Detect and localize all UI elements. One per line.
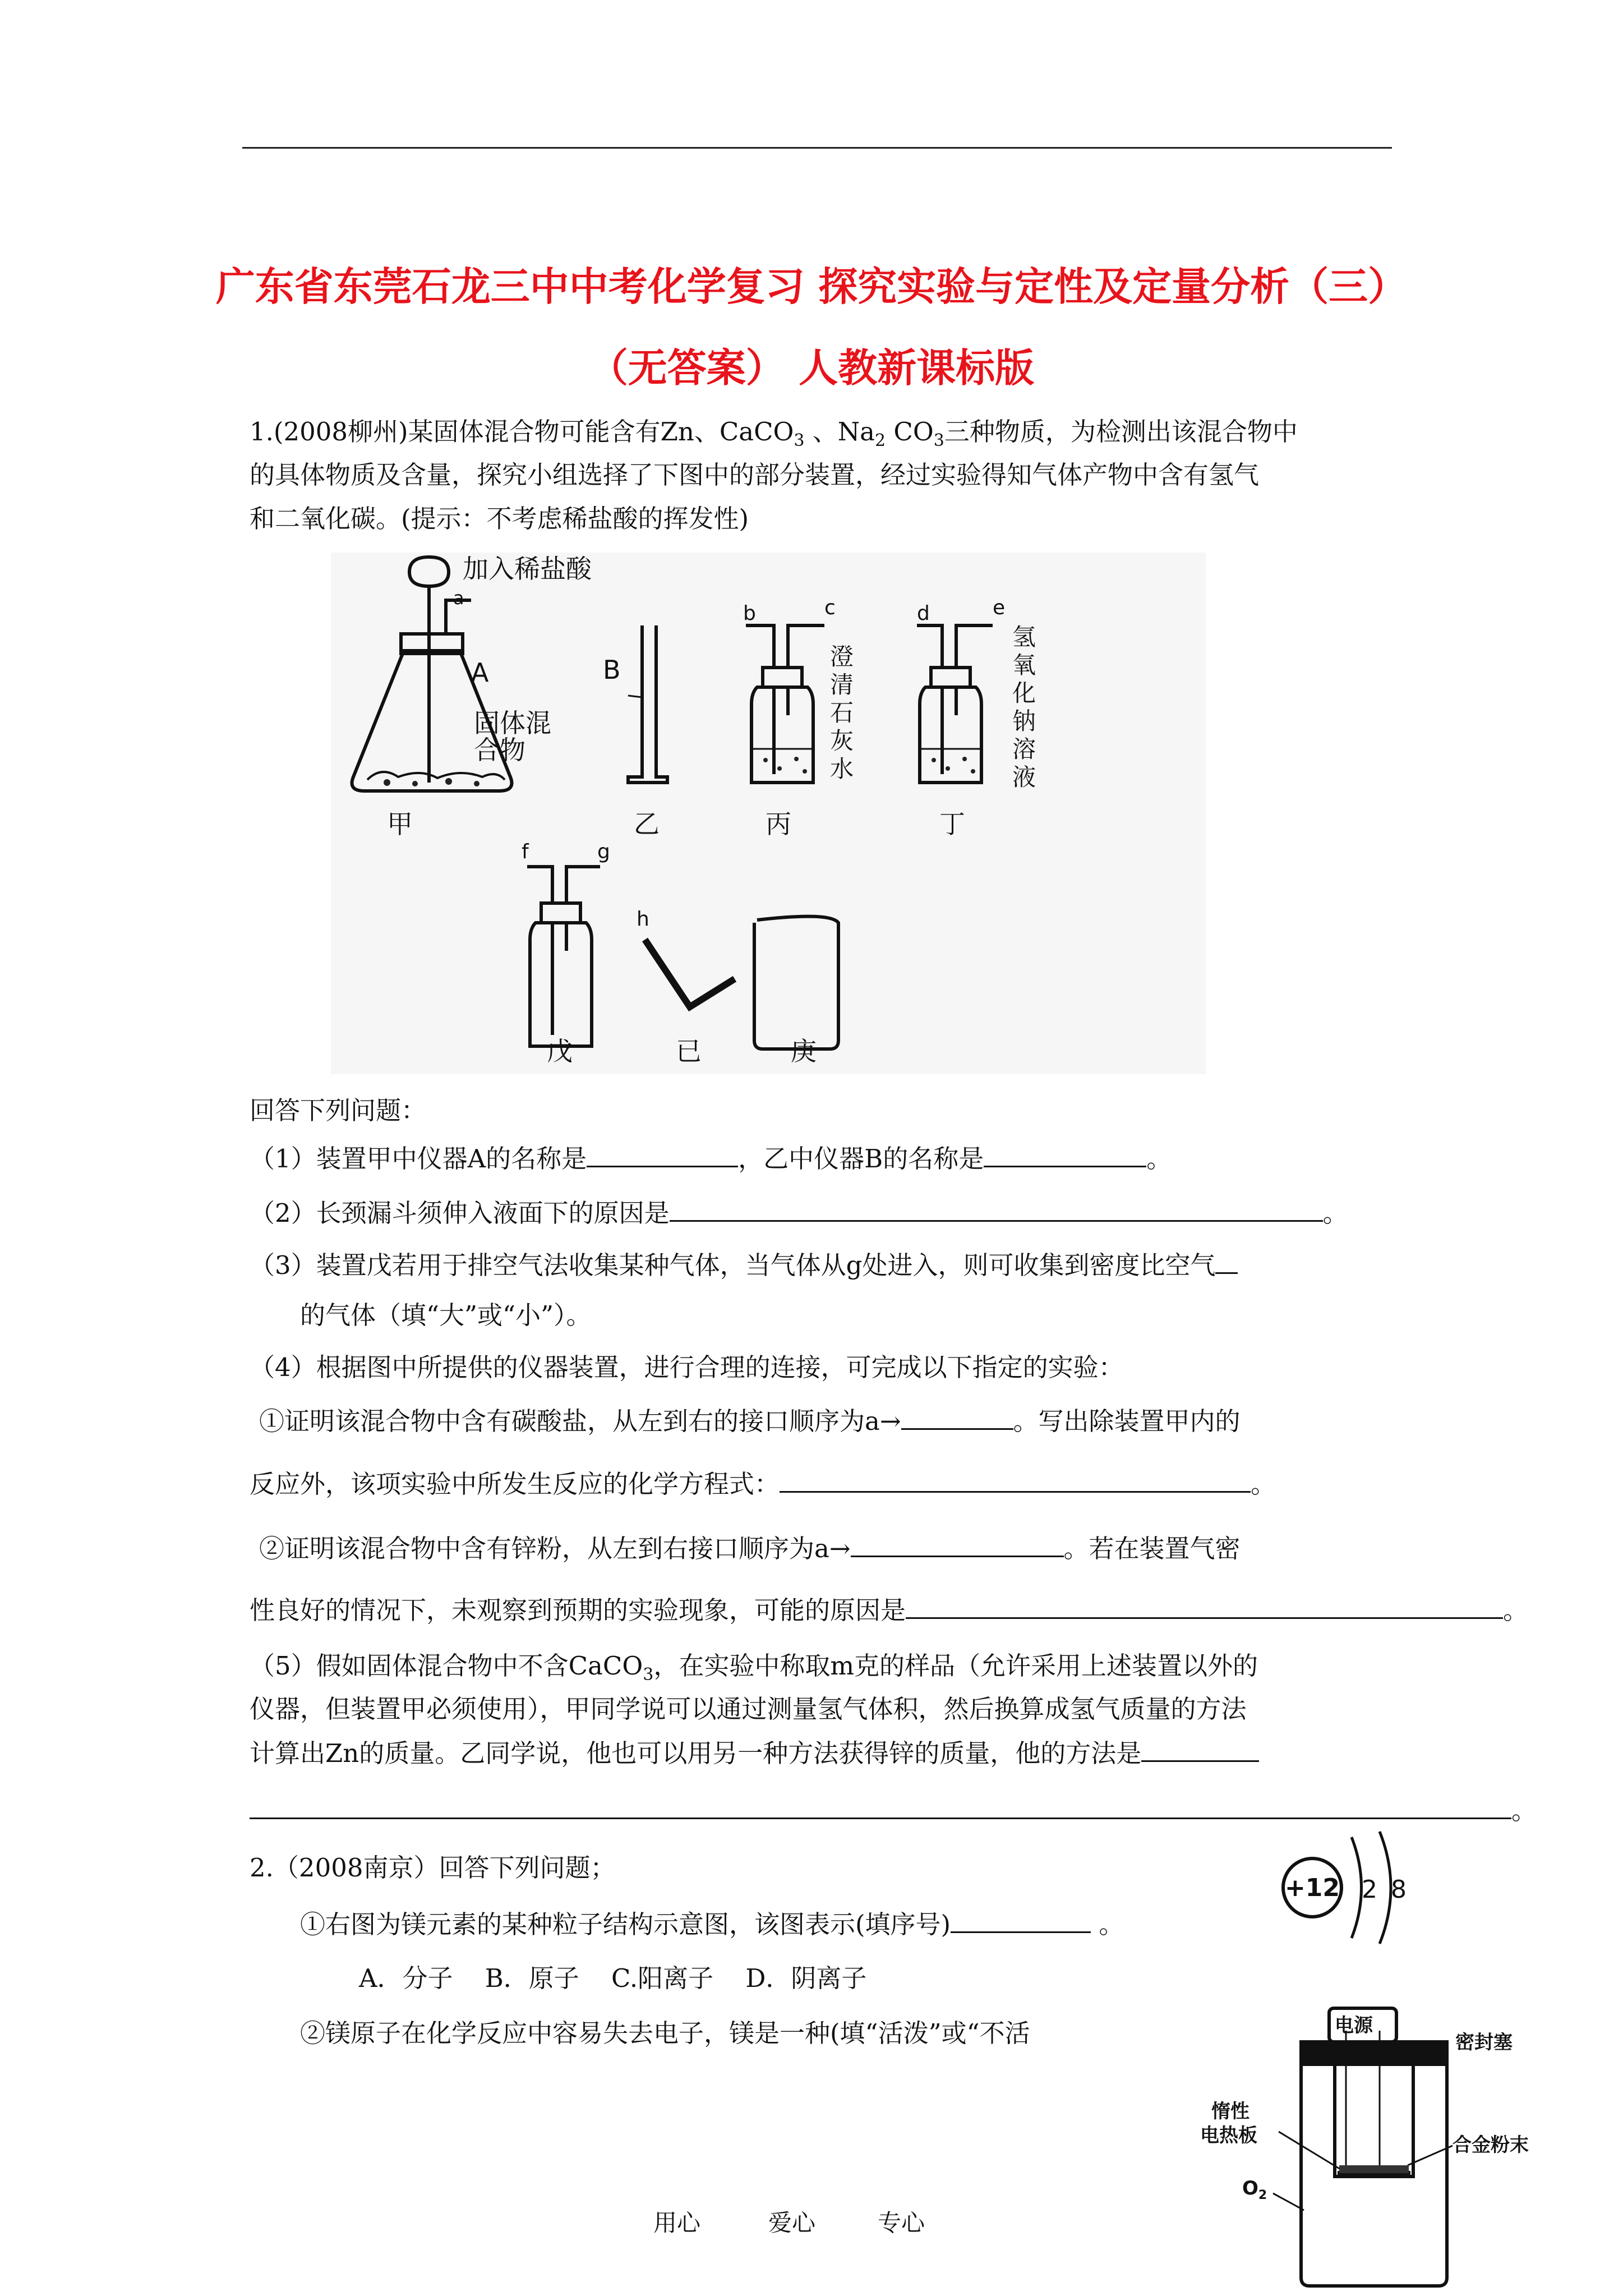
label-limewater [830,643,854,783]
q1-sub4: （4）根据图中所提供的仪器装置，进行合理的连接，可完成以下指定的实验： [250,1352,1124,1382]
label-yi: 乙 [634,809,660,839]
q1-sub5-line3: 计算出Zn的质量。乙同学说，他也可以用另一种方法获得锌的质量，他的方法是 [250,1733,1259,1773]
svg-text:钠: 钠 [1012,707,1036,735]
doc-title-line2: （无答案） 人教新课标版 [588,344,1035,391]
q1-intro-line1: 1.(2008柳州)某固体混合物可能含有Zn、CaCO$_3$ 、$Na_2$ $CO_3$三种物质，为检测出该混合物中 [250,417,1298,450]
label-d: d [917,602,930,625]
blank-density[interactable] [1215,1245,1238,1274]
blank-order-2[interactable] [851,1529,1064,1557]
label-heater-2: 电热板 [1200,2124,1257,2147]
q1-sub5-line2: 仪器，但装置甲必须使用），甲同学说可以通过测量氢气体积，然后换算成氢气质量的方法 [250,1694,1247,1724]
label-heater-1: 惰性 [1211,2100,1249,2123]
label-powder: 合金粉末 [1453,2134,1529,2156]
q2-sub2: ②镁原子在化学反应中容易失去电子，镁是一种(填“活泼”或“不活 [300,2018,1030,2048]
label-naoh [1012,623,1036,791]
q1-intro-line3: 和二氧化碳。(提示：不考虑稀盐酸的挥发性) [250,504,749,533]
label-power: 电源 [1335,2014,1373,2037]
header-rule [242,147,1392,149]
blank-method[interactable] [250,1791,1511,1819]
label-add-acid: 加入稀盐酸 [463,554,592,584]
sealed-heating-apparatus [1200,1997,1529,2294]
label-geng: 庚 [791,1036,817,1066]
q1-sub3-line1: （3）装置戊若用于排空气法收集某种气体，当气体从g处进入，则可收集到密度比空气 [250,1245,1238,1285]
answer-intro: 回答下列问题： [250,1096,427,1125]
q2-intro: 2.（2008南京）回答下列问题； [250,1853,616,1883]
blank-method-start[interactable] [1141,1733,1259,1762]
label-ji: 已 [676,1036,702,1066]
svg-text:液: 液 [1012,763,1036,791]
q1-sub1: （1）装置甲中仪器A的名称是 ，乙中仪器B的名称是 。 [250,1139,1172,1179]
footer-word-1: 用心 [653,2209,701,2237]
footer-word-3: 专心 [878,2209,925,2237]
label-a: a [453,587,464,609]
footer-word-2: 爱心 [768,2209,816,2237]
apparatus-figure [331,553,1206,1074]
q1-sub3-line2: 的气体（填“大”或“小”）。 [300,1300,592,1330]
label-b: b [743,602,756,625]
q1-intro-line2: 的具体物质及含量，探究小组选择了下图中的部分装置，经过实验得知气体产物中含有氢气 [250,460,1260,490]
svg-text:氢: 氢 [1012,623,1036,651]
blank-possible-cause[interactable] [906,1590,1503,1619]
svg-text:澄: 澄 [830,643,854,670]
label-bing: 丙 [766,809,791,839]
blank-order-1[interactable] [901,1401,1013,1430]
blank-reason[interactable] [670,1193,1323,1222]
label-ding: 丁 [939,809,965,839]
svg-text:水: 水 [830,755,854,783]
svg-text:灰: 灰 [830,727,854,754]
label-jia: 甲 [387,809,413,839]
label-g: g [597,840,610,863]
label-A: A [471,657,489,688]
label-e: e [993,596,1006,619]
nucleus-charge: +12 [1284,1874,1340,1902]
label-seal: 密封塞 [1455,2031,1513,2054]
label-B: B [603,655,621,685]
label-o2: $O_2$ [1242,2177,1267,2202]
label-h: h [637,908,649,931]
q1-sub5-line4: 。 [250,1791,1537,1830]
svg-text:氧: 氧 [1012,651,1036,679]
shell-2-electrons: 8 [1391,1875,1407,1904]
q2-options: A．分子 B．原子 C.阳离子 D．阴离子 [359,1963,867,1993]
svg-text:溶: 溶 [1012,735,1036,763]
q1-sub4-2-line1: ②证明该混合物中含有锌粉，从左到右接口顺序为a→ 。若在装置气密 [259,1529,1241,1568]
mg-ion-structure-diagram [1279,1826,1424,1949]
container [1301,2042,1447,2286]
shell-1-electrons: 2 [1362,1875,1377,1904]
label-c: c [824,596,836,619]
q2-sub1: ①右图为镁元素的某种粒子结构示意图，该图表示(填序号) 。 [300,1904,1124,1944]
blank-particle[interactable] [951,1904,1091,1933]
q1-sub4-1-line1: ①证明该混合物中含有碳酸盐，从左到右的接口顺序为a→ 。写出除装置甲内的 [259,1401,1241,1441]
svg-text:石: 石 [830,699,854,726]
q1-sub4-2-line2: 性良好的情况下，未观察到预期的实验现象，可能的原因是 。 [250,1590,1528,1630]
blank-B-name[interactable] [984,1139,1146,1167]
label-solid-1: 固体混 [474,708,551,738]
q1-sub5-line1: （5）假如固体混合物中不含CaCO$_3$，在实验中称取m克的样品（允许采用上述装置以外的 [250,1651,1258,1685]
q1-sub4-1-line2: 反应外，该项实验中所发生反应的化学方程式： 。 [250,1464,1276,1504]
blank-A-name[interactable] [587,1139,738,1167]
blank-equation[interactable] [780,1464,1251,1493]
label-f: f [522,840,529,863]
label-solid-2: 合物 [474,735,525,765]
label-wu: 戊 [547,1036,573,1066]
svg-text:清: 清 [830,671,854,698]
doc-title-line1: 广东省东莞石龙三中中考化学复习 探究实验与定性及定量分析（三） [215,263,1408,310]
svg-text:化: 化 [1012,679,1036,707]
q1-sub2: （2）长颈漏斗须伸入液面下的原因是 。 [250,1193,1348,1233]
